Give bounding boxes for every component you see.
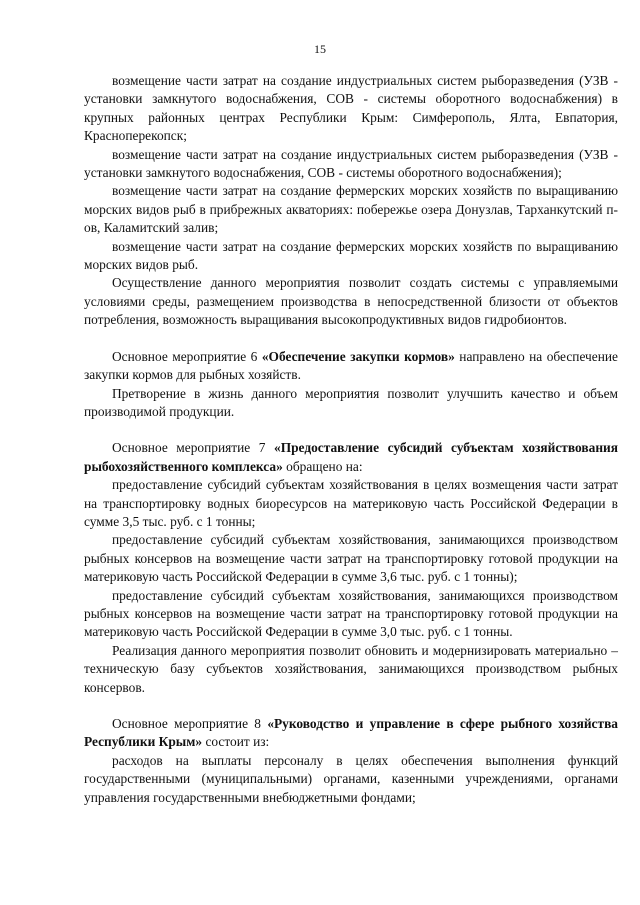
text: Основное мероприятие 7: [112, 440, 274, 456]
paragraph-measure-8: [84, 715, 618, 752]
paragraph: предоставление субсидий субъектам хозяйствования, занимающихся производством рыбных консервов на возмещение части затрат на транспортировку готовой продукции на материковую часть Российской Федерации в сумме 3,6 тыс. руб. с 1 тонны);: [84, 532, 618, 585]
paragraph: расходов на выплаты персоналу в целях обеспечения выполнения функций государственными (муниципальными) органами, казенными учреждениями, органами управления государственными внебюджетными фондами;: [84, 752, 618, 805]
text: обращено на:: [282, 458, 363, 474]
paragraph: возмещение части затрат на создание индустриальных систем рыборазведения (УЗВ - установки замкнутого водоснабжения, СОВ - системы оборотного водоснабжения) в крупных районных центрах Республики Крым: Симферополь, Ялта, Евпатория, Красноперекопск;: [84, 73, 618, 144]
spacer: [84, 330, 618, 348]
paragraph: возмещение части затрат на создание индустриальных систем рыборазведения (УЗВ - установки замкнутого водоснабжения, СОВ - системы оборотного водоснабжения);: [84, 146, 618, 181]
text: Основное мероприятие 8: [112, 716, 268, 731]
measure-title: «Руководство и управление в сфере рыбного хозяйства Республики Крым»: [84, 716, 618, 750]
text: Основное мероприятие 6: [112, 348, 262, 364]
paragraph: возмещение части затрат на создание фермерских морских хозяйств по выращиванию морских видов рыб в прибрежных акваториях: побережье озера Донузлав, Тарханкутский п-ов, Каламитский залив;: [84, 183, 618, 236]
paragraph: Реализация данного мероприятия позволит обновить и модернизировать материально – техническую базу субъектов хозяйствования, занимающихся производством рыбных консервов.: [84, 642, 618, 695]
paragraph-measure-7: [84, 439, 618, 476]
paragraph: Осуществление данного мероприятия позволит создать системы с управляемыми условиями среды, размещением производства в непосредственной близости от объектов потребления, возможность выращивания высокопродуктивных видов гидробионтов.: [84, 275, 618, 328]
text: направлено на обеспечение закупки кормов для рыбных хозяйств.: [84, 348, 619, 383]
measure-title: «Предоставление субсидий субъектам хозяйствования рыбохозяйственного комплекса»: [84, 440, 618, 474]
text: состоит из:: [202, 734, 270, 750]
paragraph: возмещение части затрат на создание фермерских морских хозяйств по выращиванию морских видов рыб.: [84, 238, 618, 273]
measure-title: «Обеспечение закупки кормов»: [261, 348, 455, 364]
paragraph: предоставление субсидий субъектам хозяйствования в целях возмещения части затрат на транспортировку водных биоресурсов на материковую часть Российской Федерации в сумме 3,5 тыс. руб. с 1 тонны;: [84, 477, 618, 529]
spacer: [84, 697, 618, 715]
paragraph-measure-6: [84, 348, 618, 385]
document-body: [84, 72, 618, 807]
paragraph: Претворение в жизнь данного мероприятия позволит улучшить качество и объем производимой продукции.: [84, 385, 618, 419]
paragraph: предоставление субсидий субъектам хозяйствования, занимающихся производством рыбных консервов на возмещение части затрат на транспортировку готовой продукции на материковую часть Российской Федерации в сумме 3,0 тыс. руб. с 1 тонны.: [84, 587, 618, 640]
page-number: 15: [314, 42, 326, 56]
spacer: [84, 421, 618, 439]
